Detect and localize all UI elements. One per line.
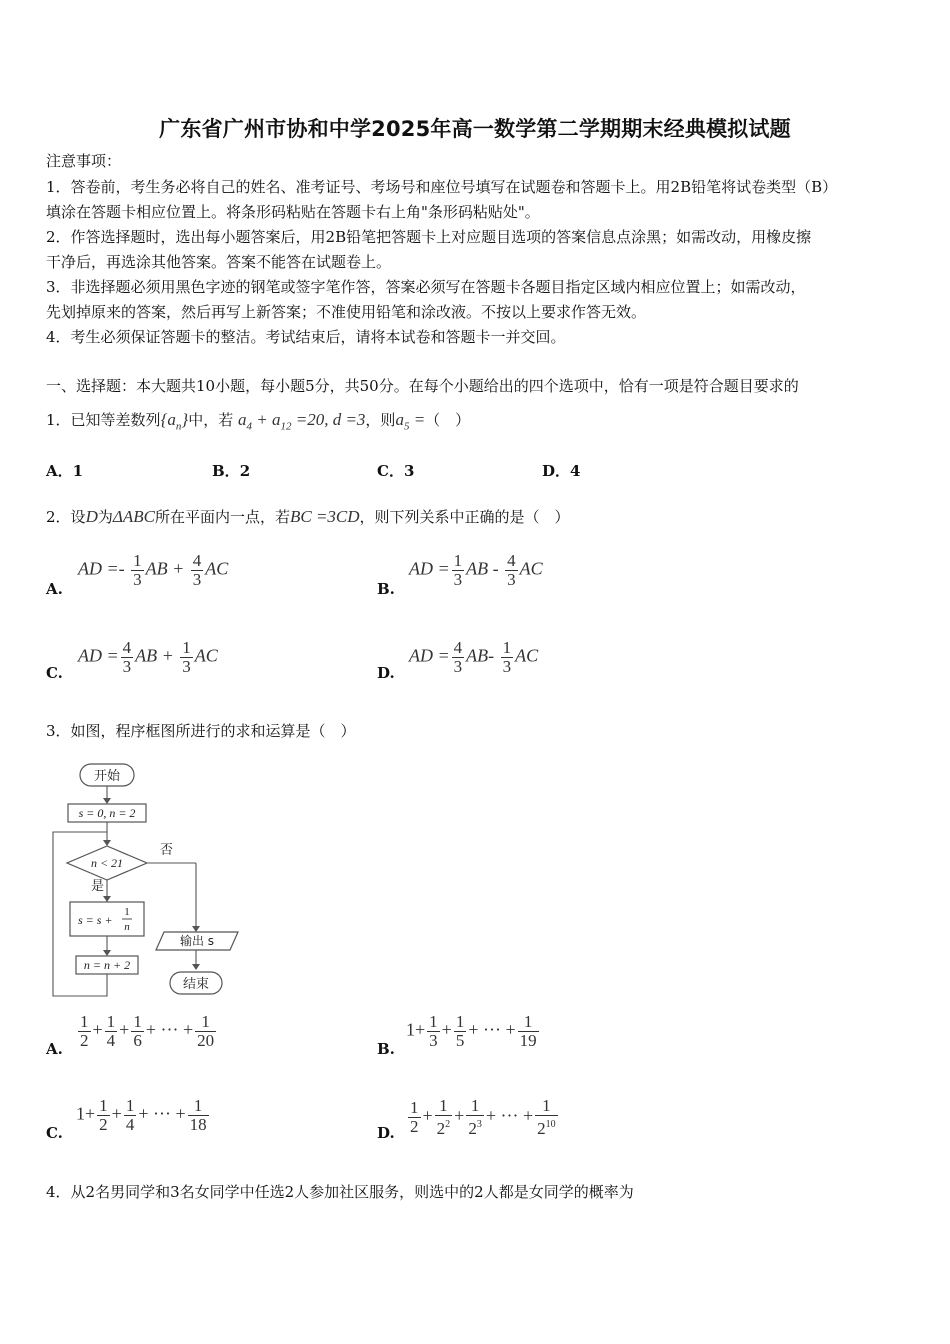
- flow-output-text: 输出 s: [179, 934, 215, 948]
- q1-number: 1．: [46, 411, 71, 429]
- notice-line-6: 先划掉原来的答案，然后再写上新答案；不准使用铅笔和涂改液。不按以上要求作答无效。: [46, 303, 647, 321]
- plus: +: [119, 1019, 130, 1040]
- flow-arrowhead: [192, 926, 200, 932]
- flow-decision-text: n < 21: [90, 856, 124, 870]
- section-heading: 一、选择题：本大题共10小题，每小题5分，共50分。在每个小题给出的四个选项中，恰有一项是符合题目要求的: [46, 377, 799, 395]
- plus: +: [111, 1103, 122, 1124]
- q1-seq-sub: n: [175, 420, 182, 433]
- plus: +: [92, 1019, 103, 1040]
- denominator: 3: [453, 570, 463, 589]
- denominator: 3: [133, 570, 142, 589]
- notice-line-2: 填涂在答题卡相应位置上。将条形码粘贴在答题卡右上角"条形码粘贴处"。: [46, 203, 540, 221]
- q1-option-c[interactable]: [377, 460, 414, 481]
- fraction: [454, 1013, 467, 1050]
- question-3: [46, 721, 904, 741]
- q1-cond-plus: + a: [251, 410, 281, 429]
- fraction: [501, 639, 514, 676]
- option-value: 1: [72, 462, 84, 480]
- denominator: [435, 1116, 453, 1138]
- option-label: B．: [212, 462, 240, 480]
- ellipsis: + ··· +: [485, 1105, 534, 1126]
- denominator: 3: [507, 570, 516, 589]
- q1-cond-eq: =20, d =3: [291, 410, 366, 429]
- notice-line-4: 干净后，再选涂其他答案。答案不能答在试题卷上。: [46, 253, 392, 271]
- option-label: A．: [46, 462, 73, 480]
- plus: +: [85, 1103, 96, 1124]
- q1-cond-a: a: [237, 410, 247, 429]
- numerator: 1: [133, 551, 142, 570]
- flow-no-label: 否: [160, 843, 174, 858]
- numerator: 1: [106, 1012, 116, 1031]
- fraction: [518, 1013, 539, 1050]
- q3-option-d-label[interactable]: D.: [377, 1124, 395, 1142]
- denominator: 4: [125, 1115, 135, 1134]
- fraction: [121, 639, 134, 676]
- q1-option-d[interactable]: [542, 460, 580, 481]
- q1-paren: （ ）: [425, 411, 471, 429]
- numerator: 1: [429, 1012, 438, 1031]
- fraction: [131, 552, 144, 589]
- numerator: 4: [453, 638, 463, 657]
- q2-text-4: ，则下列关系中正确的是（ ）: [359, 508, 570, 526]
- expr-mid: AB -: [466, 558, 504, 579]
- numerator: 1: [502, 638, 512, 657]
- denominator: 3: [122, 657, 132, 676]
- fraction: [180, 639, 193, 676]
- option-label: D．: [542, 462, 571, 480]
- numerator: 4: [122, 638, 132, 657]
- flowchart: [44, 760, 244, 1002]
- q3-option-a-expr: [76, 1013, 218, 1050]
- option-label: C．: [377, 462, 404, 480]
- denominator: [535, 1116, 558, 1138]
- q3-text: 如图，程序框图所进行的求和运算是（ ）: [70, 722, 356, 740]
- q2-option-a-label[interactable]: A.: [46, 580, 63, 598]
- denominator: [466, 1116, 484, 1138]
- notice-heading: 注意事项：: [46, 152, 122, 170]
- notice-line-3: 2．作答选择题时，选出每小题答案后，用2B铅笔把答题卡上对应题目选项的答案信息点涂黑；如需改动，用橡皮擦: [46, 228, 812, 246]
- flow-arrowhead: [103, 840, 111, 846]
- exponent: 10: [545, 1119, 556, 1130]
- expr-lhs: AD =: [409, 558, 450, 579]
- fraction: [452, 552, 465, 589]
- option-value: 4: [570, 462, 581, 480]
- q3-option-c-label[interactable]: C.: [46, 1124, 63, 1142]
- flow-yes-label: 是: [91, 879, 105, 894]
- q1-text-3: ，则: [365, 411, 396, 429]
- q2-option-c-label[interactable]: C.: [46, 664, 63, 682]
- numerator: 1: [455, 1012, 465, 1031]
- q1-text-1: 已知等差数列: [70, 411, 161, 429]
- option-value: 2: [239, 462, 251, 480]
- numerator: 1: [535, 1097, 558, 1116]
- numerator: 1: [435, 1097, 453, 1116]
- numerator: 1: [518, 1013, 539, 1032]
- q3-option-c-expr: [76, 1097, 211, 1134]
- denominator: 3: [182, 657, 191, 676]
- q1-cond-sub1: 4: [246, 420, 252, 433]
- fraction: [466, 1097, 484, 1138]
- ellipsis: + ··· +: [145, 1019, 194, 1040]
- q1-text-2: 中，若: [188, 411, 234, 429]
- q2-text-2: 为: [97, 508, 113, 526]
- numerator: 1: [188, 1097, 209, 1116]
- q3-number: 3．: [46, 722, 71, 740]
- exponent: 3: [476, 1119, 482, 1130]
- q3-option-b-expr: [406, 1013, 541, 1050]
- term: 1: [406, 1019, 415, 1040]
- q1-ask-a: a: [395, 410, 404, 429]
- q2-option-b-label[interactable]: B.: [377, 580, 395, 598]
- denominator: 5: [455, 1031, 465, 1050]
- expr-tail: AC: [519, 558, 543, 579]
- q2-number: 2．: [46, 508, 71, 526]
- base: 2: [468, 1119, 477, 1138]
- q4-text: 从2名男同学和3名女同学中任选2人参加社区服务，则选中的2人都是女同学的概率为: [70, 1183, 634, 1201]
- denominator: 20: [197, 1031, 215, 1050]
- q1-ask-eq: =: [409, 410, 426, 429]
- plus: +: [454, 1105, 465, 1126]
- denominator: 19: [519, 1031, 537, 1050]
- notice-line-7: 4．考生必须保证答题卡的整洁。考试结束后，请将本试卷和答题卡一并交回。: [46, 328, 566, 346]
- denominator: 2: [410, 1117, 419, 1136]
- denominator: 2: [99, 1115, 108, 1134]
- flow-arrowhead: [103, 950, 111, 956]
- denominator: 3: [453, 657, 463, 676]
- q2-option-d-expr: [409, 639, 538, 676]
- fraction: [97, 1097, 110, 1134]
- flow-step-den: n: [124, 921, 130, 933]
- q2-condition: BC =3CD: [289, 507, 360, 526]
- denominator: 2: [80, 1031, 89, 1050]
- q1-cond-sub2: 12: [280, 420, 292, 433]
- exponent: 2: [445, 1119, 451, 1130]
- fraction: [188, 1097, 209, 1134]
- base: 2: [537, 1119, 546, 1138]
- numerator: 1: [125, 1096, 135, 1115]
- fraction: [191, 552, 204, 589]
- fraction: [505, 552, 518, 589]
- denominator: 3: [502, 657, 512, 676]
- expr-tail: AC: [515, 645, 539, 666]
- flow-arrowhead: [192, 964, 200, 970]
- expr-lhs: AD =: [78, 645, 119, 666]
- fraction: [427, 1013, 440, 1050]
- denominator: 3: [429, 1031, 438, 1050]
- q1-option-a[interactable]: [46, 460, 83, 481]
- plus: +: [441, 1019, 452, 1040]
- fraction: [435, 1097, 453, 1138]
- plus: +: [422, 1105, 433, 1126]
- numerator: 4: [507, 551, 516, 570]
- q4-number: 4．: [46, 1183, 71, 1201]
- question-1: [46, 410, 904, 436]
- denominator: 6: [133, 1031, 142, 1050]
- fraction: [408, 1099, 421, 1136]
- notice-line-1: 1．答卷前，考生务必将自己的姓名、准考证号、考场号和座位号填写在试题卷和答题卡上。用2B铅笔将试卷类型（B）: [46, 178, 838, 196]
- numerator: 1: [195, 1013, 216, 1032]
- numerator: 1: [99, 1096, 108, 1115]
- fraction: [124, 1097, 137, 1134]
- numerator: 1: [80, 1012, 89, 1031]
- numerator: 4: [192, 551, 202, 570]
- fraction: [535, 1097, 558, 1138]
- q2-text-1: 设: [70, 508, 86, 526]
- question-2: [46, 507, 904, 527]
- ellipsis: + ··· +: [138, 1103, 186, 1124]
- expr-mid: AB +: [145, 558, 189, 579]
- q2-option-c-expr: [78, 639, 218, 676]
- q2-text-3: 所在平面内一点，若: [154, 508, 290, 526]
- question-4: [46, 1182, 904, 1202]
- expr-mid: AB-: [466, 645, 499, 666]
- exam-title: 广东省广州市协和中学2025年高一数学第二学期期末经典模拟试题: [159, 117, 791, 141]
- denominator: 4: [106, 1031, 116, 1050]
- flow-step-text: s = s +: [78, 913, 113, 927]
- q3-option-a-label[interactable]: A.: [46, 1040, 63, 1058]
- q2-point: D: [85, 507, 98, 526]
- numerator: 1: [133, 1012, 142, 1031]
- flow-end-text: 结束: [182, 977, 210, 992]
- numerator: 1: [182, 638, 191, 657]
- expr-tail: AC: [194, 645, 218, 666]
- fraction: [131, 1013, 144, 1050]
- flow-start-text: 开始: [93, 769, 121, 784]
- notice-line-5: 3．非选择题必须用黑色字迹的钢笔或签字笔作答，答案必须写在答题卡各题目指定区域内相应位置上；如需改动，: [46, 278, 806, 296]
- flow-step-num: 1: [124, 906, 130, 918]
- denominator: 18: [189, 1115, 207, 1134]
- expr-tail: AC: [205, 558, 229, 579]
- numerator: 1: [466, 1097, 484, 1116]
- q2-triangle: ΔABC: [112, 507, 155, 526]
- term: 1: [76, 1103, 85, 1124]
- plus: +: [415, 1019, 426, 1040]
- flow-arrowhead: [103, 896, 111, 902]
- option-value: 3: [403, 462, 415, 480]
- flow-init-text: s = 0, n = 2: [78, 806, 136, 820]
- expr-lhs: AD =-: [78, 558, 130, 579]
- fraction: [78, 1013, 91, 1050]
- q1-option-b[interactable]: [212, 460, 250, 481]
- q2-option-b-expr: [409, 552, 543, 589]
- q1-seq: {a: [160, 410, 176, 429]
- flow-arrowhead: [103, 798, 111, 804]
- numerator: 1: [453, 551, 463, 570]
- fraction: [195, 1013, 216, 1050]
- q1-seq-close: }: [181, 410, 189, 429]
- q2-option-a-expr: [78, 552, 228, 589]
- denominator: 3: [192, 570, 202, 589]
- fraction: [105, 1013, 118, 1050]
- expr-mid: AB +: [135, 645, 179, 666]
- q1-ask-sub: 5: [403, 420, 410, 433]
- flow-inc-text: n = n + 2: [83, 958, 131, 972]
- numerator: 1: [410, 1098, 419, 1117]
- q3-option-d-expr: [406, 1097, 560, 1138]
- expr-lhs: AD =: [409, 645, 450, 666]
- ellipsis: + ··· +: [468, 1019, 516, 1040]
- fraction: [452, 639, 465, 676]
- base: 2: [436, 1119, 446, 1138]
- q2-option-d-label[interactable]: D.: [377, 664, 395, 682]
- q3-option-b-label[interactable]: B.: [377, 1040, 395, 1058]
